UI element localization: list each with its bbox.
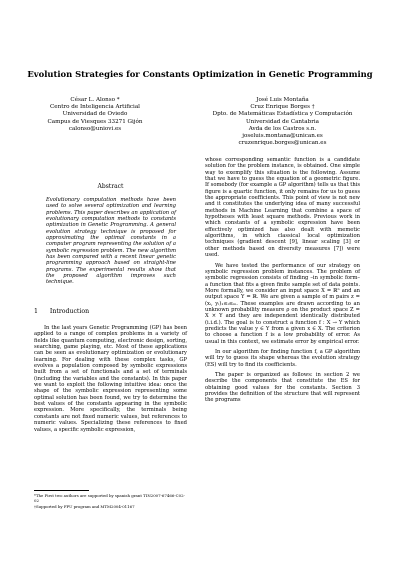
right-paragraph-1: whose corresponding semantic function is a candidate solution for the problem instance, is obtained. One simple way to exemplify this situation is the following. Assume that we have to guess the equation of a geometric figure. If somebody (for example a GP algorithm) tells us that this figure is a quartic function, it only remains for us to guess the appropriate coefficients. This point of view is not new and it constitutes the underlying idea of many successful methods in Machine Learning that combine a space of hypotheses with least square methods. Previous work in which constants of a symbolic expression have been effectively optimized has also dealt with memetic algorithms, in which classical local optimization techniques (gradient descent [9], linear scaling [3] or other methods based on diversity measures [7]) were used.	[205, 157, 360, 259]
author-2-university: Universidad de Cantabria	[245, 118, 320, 125]
author-3-name: Cruz Enrique Borges †	[250, 104, 315, 111]
author-3-email: cruzenrique.borges@unican.es	[238, 140, 327, 147]
section-number: 1	[34, 308, 38, 315]
right-paragraph-4: The paper is organized as follows: in section 2 we describe the components that constitute the ES for obtaining good values for the constants. Section 3 provides the definition of the structure that will represent the programs	[205, 372, 360, 404]
right-column	[205, 157, 360, 404]
author-2-email: joseluis.montana@unican.es	[242, 133, 323, 140]
footnotes	[34, 493, 187, 510]
footnote-1: *The First two authors are supported by spanish grant TIN2007-67466-C02-02	[34, 493, 185, 503]
section-title: Introduction	[49, 308, 90, 315]
author-1-affiliation: Centro de Inteligencia Artificial	[50, 104, 140, 111]
author-1-name: César L. Alonso *	[70, 97, 120, 103]
abstract-heading: Abstract	[97, 183, 124, 190]
paper-title: Evolution Strategies for Constants Optimization in Genetic Programming	[27, 69, 373, 79]
right-paragraph-2: We have tested the performance of our strategy on symbolic regression problem instances. The problem of symbolic regression consists of finding –in symbolic form– a function that fits a given finite sample set of data points. More formally, we consider an input space X = ℝⁿ and an output space Y = ℝ. We are given a sample of m pairs z = (xᵢ, yᵢ)₁≤ᵢ≤ₘ. These examples are drawn according to an unknown probability measure ρ on the product space Z = X × Y and they are independent identically distributed (i.i.d.). The goal is to construct a function f : X → Y which predicts the value y ∈ Y from a given x ∈ X. The criterion to choose a function f is a low probability of error. As usual in this context, we estimate error by empirical error.	[205, 262, 360, 345]
author-block-1	[30, 97, 160, 133]
right-paragraph-3: In our algorithm for finding function f, a GP algorithm will try to guess its shape whereas the evolution strategy (ES) will try to find its coefficients.	[205, 348, 360, 368]
introduction-text	[34, 325, 187, 433]
section-heading	[34, 308, 89, 315]
author-2-name: José Luis Montaña	[256, 97, 309, 103]
author-block-2	[195, 97, 370, 147]
footnote-divider	[34, 490, 89, 491]
author-2-address: Avda de los Castros s.n.	[248, 125, 317, 132]
author-1-address: Campus de Viesques 33271 Gijón	[47, 118, 143, 125]
abstract-text: Evolutionary computation methods have been used to solve several optimization and learning problems. This paper describes an application of evolutionary computation methods to constants optimization in Genetic Programming. A general evolution strategy technique is proposed for approximating the optimal constants in a computer program representing the solution of a symbolic regression problem. The new algorithm has been compared with a recent linear genetic programming approach based on straight-line programs. The experimental results show that the proposed algorithm improves such technique.	[46, 197, 176, 286]
introduction-paragraph: In the last years Genetic Programming (GP) has been applied to a range of complex problems in a variety of fields like quantum computing, electronic design, sorting, searching, game playing, etc. Most of these applications can be seen as evolutionary optimization or evolutionary learning. For dealing with these complex tasks, GP evolves a population composed by symbolic expressions built from a set of functionals and a set of terminals (including the variables and the constants). In this paper we want to exploit the following intuitive idea: once the shape of the symbolic expression representing some optimal solution has been found, we try to determine the best values of the constants appearing in the symbolic expression. More specifically, the terminals being constants are not fixed numeric values, but references to numeric values. Specializing these references to fixed values, a specific symbolic expression,	[34, 325, 187, 433]
author-1-university: Universidad de Oviedo	[62, 111, 128, 118]
author-2-department: Dpto. de Matemáticas Estadística y Computación	[212, 111, 353, 118]
author-1-email: calonso@uniovi.es	[68, 125, 122, 132]
footnote-2: †Supported by FPU program and MTM2004-01167	[34, 504, 135, 509]
